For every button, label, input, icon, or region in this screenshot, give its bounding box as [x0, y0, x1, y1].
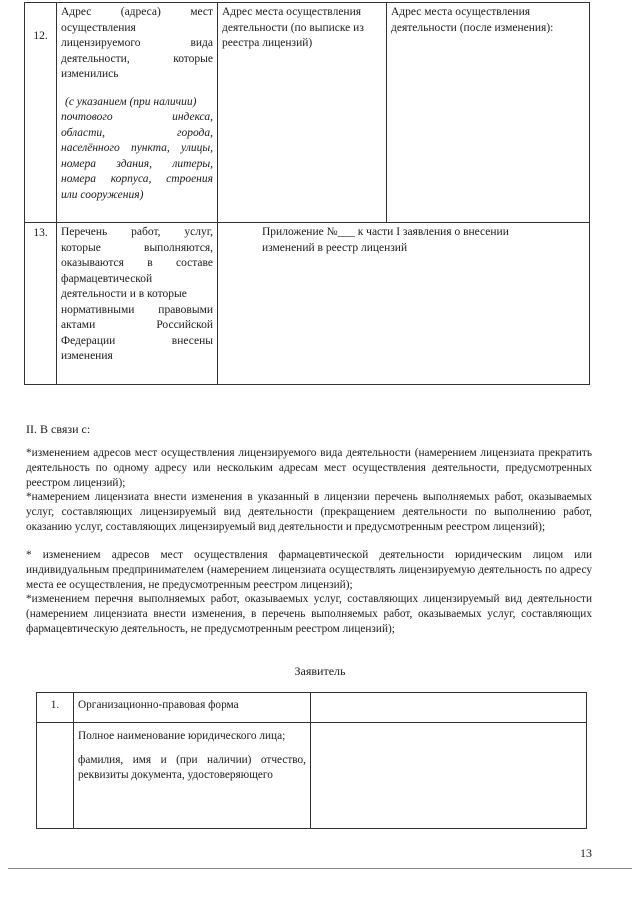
table-row: [37, 723, 587, 829]
reason-paragraph: * изменением адресов мест осуществления фармацевтической деятельности юридическим лицом или индивидуальным предпринимателем (намерением лицензиата осуществлять лицензируемую деятельность по адресу места ее осуществления, не предусмотренным реестром лицензий);: [26, 549, 592, 591]
text-line: которые выполняются,: [61, 241, 213, 254]
address-label-cell: [57, 3, 218, 223]
row-number: 1.: [37, 693, 74, 723]
applicant-heading: Заявитель: [294, 664, 346, 678]
table-row: [37, 693, 587, 723]
license-changes-table: [24, 2, 590, 385]
applicant-table: [36, 692, 587, 829]
text-line: Федерации внесены: [61, 334, 213, 347]
text-line: изменились: [61, 68, 119, 80]
reason-paragraph: *изменением адресов мест осуществления лицензируемого вида деятельности (намерением лицензиата прекратить деятельность по одному адресу или нескольким адресам мест осуществления деятельности, предусмотренных реестром лицензий);: [26, 447, 592, 489]
text-line: номера здания, литеры,: [61, 157, 213, 170]
reason-paragraph: *намерением лицензиата внести изменения в указанный в лицензии перечень выполняемых работ, оказываемых услуг, составляющих лицензируемый вид деятельности (прекращением деятельности по выполнению работ, оказанию услуг, составляющих лицензируемый вид деятельности и предусмотренным реестром лицензий);: [26, 491, 592, 533]
row-number-empty: [37, 723, 74, 829]
legal-form-label: Организационно-правовая форма: [74, 693, 311, 723]
text-line: области, города,: [61, 126, 213, 139]
text-line: лицензируемого вида: [61, 37, 213, 49]
text-line: деятельности, которые: [61, 52, 213, 65]
reason-paragraph: *изменением перечня выполняемых работ, оказываемых услуг, составляющих лицензируемый вид деятельности (намерением лицензиата внести изменения, в перечень выполняемых работ, оказываемых услуг, составляющих фармацевтическую деятельность, не предусмотренным реестром лицензий);: [26, 593, 592, 635]
text-line: актами Российской: [61, 319, 213, 331]
text-line: оказываются в составе: [61, 257, 213, 269]
text-line: Адрес (адреса) мест: [61, 6, 213, 18]
section-title: II. В связи с:: [26, 422, 91, 436]
text-line: нормативными правовыми: [61, 303, 213, 316]
works-label-cell: [57, 223, 218, 385]
text-line: (с указанием (при наличии): [65, 95, 197, 108]
page-number: 13: [580, 846, 592, 860]
legal-form-value: [311, 693, 587, 723]
row-number: 13.: [25, 223, 57, 385]
text-line: населённого пункта, улицы,: [61, 142, 213, 154]
table-row: [25, 3, 590, 223]
text-line: или сооружения): [61, 188, 144, 201]
text-line: Полное наименование юридического лица;: [78, 730, 286, 742]
text-line: деятельности и в которые: [61, 288, 187, 300]
page-edge-line: [8, 868, 632, 869]
full-name-value: [311, 723, 587, 829]
text-line: почтового индекса,: [61, 111, 213, 123]
table-row: [25, 223, 590, 385]
address-registry-cell: Адрес места осуществления деятельности (по выписке из реестра лицензий): [218, 3, 387, 223]
address-new-cell: Адрес места осуществления деятельности (после изменения):: [387, 3, 590, 223]
text-line: изменения: [61, 350, 113, 362]
text-line: Перечень работ, услуг,: [61, 226, 213, 238]
text-line: осуществления: [61, 21, 136, 34]
row-number: 12.: [25, 3, 57, 223]
appendix-reference-cell: Приложение №___ к части I заявления о внесении изменений в реестр лицензий: [218, 223, 590, 385]
text-line: номера корпуса, строения: [61, 173, 213, 185]
full-name-label: [74, 723, 311, 829]
text-line: фармацевтической: [61, 272, 153, 285]
text-line: фамилия, имя и (при наличии) отчество, реквизиты документа, удостоверяющего: [78, 753, 306, 781]
